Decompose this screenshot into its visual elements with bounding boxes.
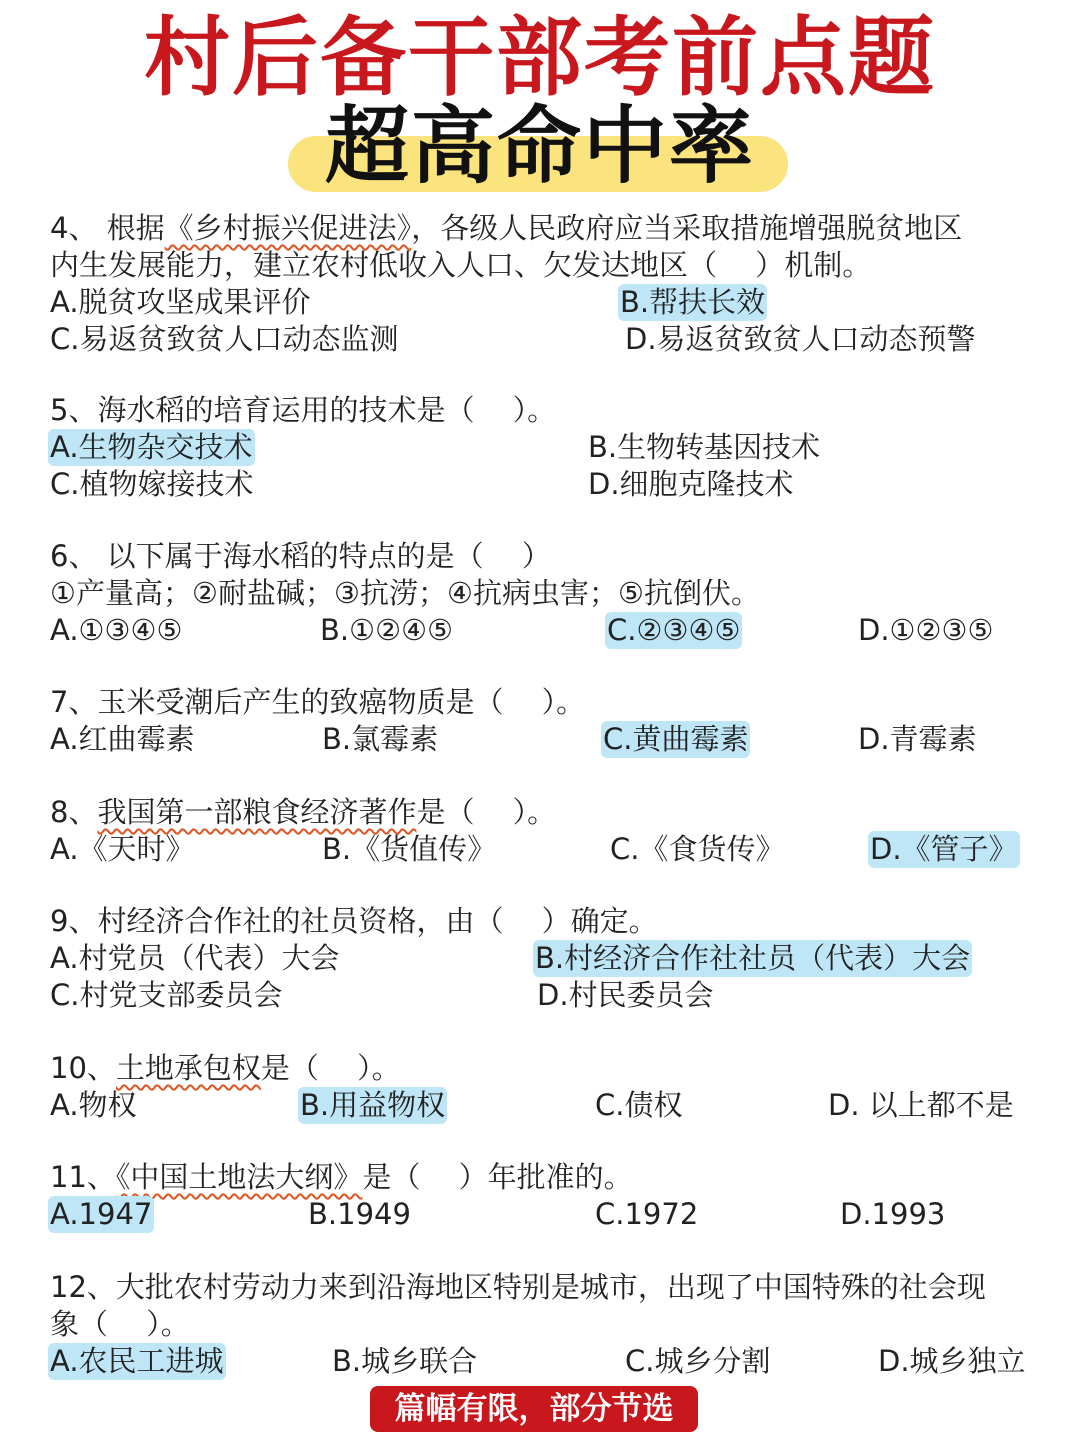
option-b: B.生物转基因技术	[588, 430, 821, 464]
option-b: B.《货值传》	[322, 832, 497, 866]
option-b: B.①②④⑤	[320, 613, 454, 647]
question-stem: 10、土地承包权是（ ）。	[50, 1051, 401, 1085]
question-stem-line2: ①产量高；②耐盐碱；③抗涝；④抗病虫害；⑤抗倒伏。	[50, 576, 760, 610]
option-c: C.《食货传》	[610, 832, 785, 866]
option-c: C.1972	[595, 1197, 699, 1231]
question-11	[50, 1159, 1040, 1233]
option-a: A.脱贫攻坚成果评价	[50, 285, 311, 319]
question-4	[50, 210, 1040, 358]
option-c: C.债权	[595, 1088, 683, 1122]
subtitle-block	[0, 96, 1080, 196]
question-stem: 6、 以下属于海水稻的特点的是（ ）	[50, 539, 551, 573]
question-stem: 8、我国第一部粮食经济著作是（ ）。	[50, 795, 557, 829]
option-b: B.城乡联合	[332, 1344, 478, 1378]
option-a: A.①③④⑤	[50, 613, 183, 647]
question-stem: 4、 根据《乡村振兴促进法》，各级人民政府应当采取措施增强脱贫地区	[50, 211, 963, 245]
option-b-answer: B.村经济合作社社员（代表）大会	[535, 941, 971, 975]
option-a: A.《天时》	[50, 832, 195, 866]
underlined-term: 《中国土地法大纲》	[115, 1160, 363, 1194]
option-b: B.1949	[308, 1197, 411, 1231]
question-stem-line2: 象（ ）。	[50, 1307, 190, 1341]
option-c: C.城乡分割	[625, 1344, 771, 1378]
page-subtitle: 超高命中率	[324, 97, 755, 195]
question-9	[50, 903, 1040, 1014]
option-a-answer: A.生物杂交技术	[50, 430, 253, 464]
underlined-term: 《乡村振兴促进法》	[164, 211, 412, 245]
question-stem-line2: 内生发展能力，建立农村低收入人口、欠发达地区（ ）机制。	[50, 248, 872, 282]
option-d: D.1993	[840, 1197, 946, 1231]
question-6	[50, 538, 1040, 649]
option-b-answer: B.用益物权	[300, 1088, 446, 1122]
option-d: D.村民委员会	[537, 978, 714, 1012]
option-a-answer: A.1947	[50, 1197, 153, 1231]
option-d: D.城乡独立	[878, 1344, 1026, 1378]
question-stem: 7、玉米受潮后产生的致癌物质是（ ）。	[50, 685, 586, 719]
question-stem: 9、村经济合作社的社员资格，由（ ）确定。	[50, 904, 658, 938]
option-d: D.细胞克隆技术	[588, 467, 794, 501]
option-c: C.植物嫁接技术	[50, 467, 254, 501]
question-stem: 12、大批农村劳动力来到沿海地区特别是城市，出现了中国特殊的社会现	[50, 1270, 986, 1304]
footer-badge: 篇幅有限，部分节选	[370, 1386, 698, 1432]
option-d: D.①②③⑤	[858, 613, 994, 647]
question-stem: 5、海水稻的培育运用的技术是（ ）。	[50, 393, 557, 427]
option-a: A.物权	[50, 1088, 137, 1122]
option-c: C.村党支部委员会	[50, 978, 283, 1012]
option-a: A.红曲霉素	[50, 722, 195, 756]
option-a-answer: A.农民工进城	[50, 1344, 224, 1378]
page-title: 村后备干部考前点题	[144, 8, 936, 108]
question-12	[50, 1269, 1040, 1380]
question-stem: 11、《中国土地法大纲》是（ ）年批准的。	[50, 1160, 633, 1194]
option-b: B.氯霉素	[322, 722, 439, 756]
question-7	[50, 684, 1040, 758]
option-a: A.村党员（代表）大会	[50, 941, 340, 975]
option-c-answer: C.②③④⑤	[607, 613, 741, 647]
option-d: D.青霉素	[858, 722, 977, 756]
underlined-term: 我国第一部粮食经济著作	[97, 795, 417, 829]
option-d-answer: D.《管子》	[870, 832, 1018, 866]
option-d: D.易返贫致贫人口动态预警	[625, 322, 976, 356]
question-8	[50, 794, 1040, 868]
question-5	[50, 392, 1040, 503]
option-c-answer: C.黄曲霉素	[603, 722, 749, 756]
option-d: D. 以上都不是	[828, 1088, 1014, 1122]
option-b-answer: B.帮扶长效	[620, 285, 766, 319]
option-c: C.易返贫致贫人口动态监测	[50, 322, 399, 356]
underlined-term: 土地承包权	[115, 1051, 261, 1085]
question-10	[50, 1050, 1040, 1124]
